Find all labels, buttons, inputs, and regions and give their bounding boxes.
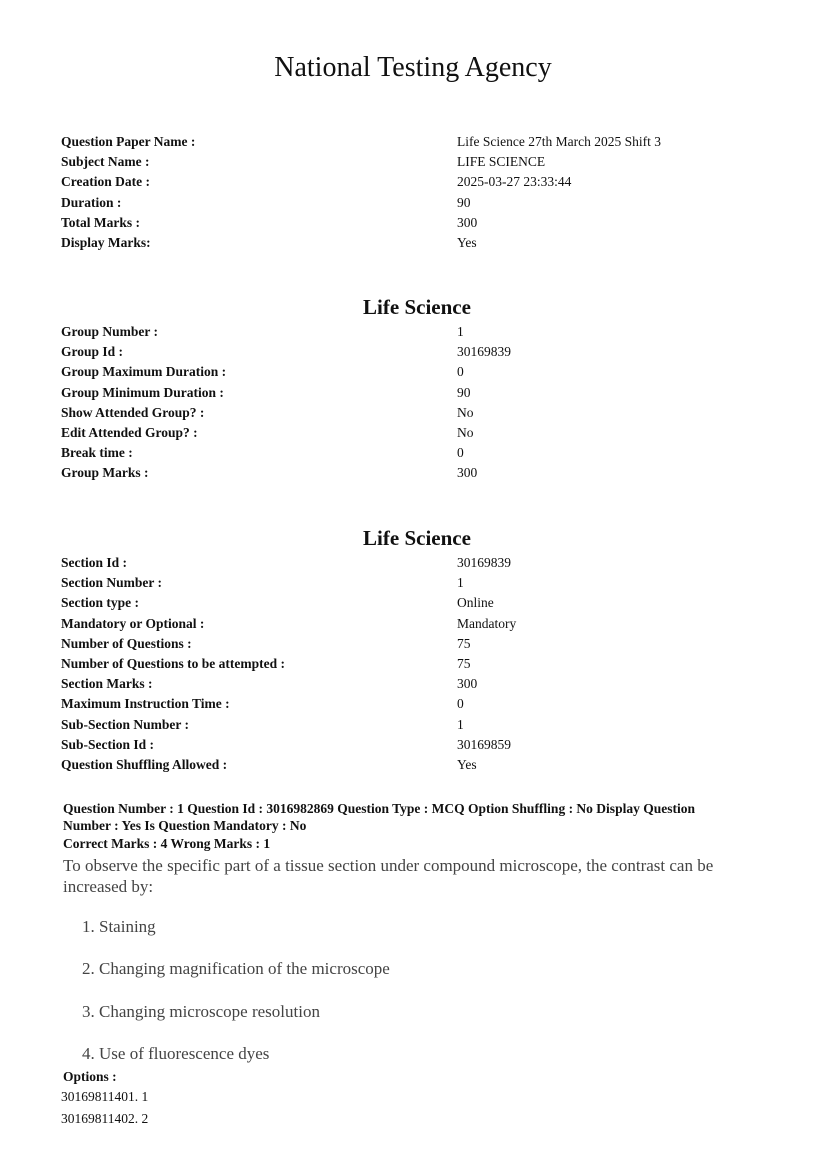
section-info-row	[61, 614, 761, 634]
info-value: 1	[457, 716, 464, 732]
group-info-row	[61, 383, 761, 403]
question-text: To observe the specific part of a tissue section under compound microscope, the contrast can be increased by:	[63, 856, 714, 896]
choice-item: 2. Changing magnification of the microscope	[82, 959, 390, 978]
info-label: Section type :	[61, 595, 139, 611]
info-label: Section Marks :	[61, 676, 153, 692]
info-value: Online	[457, 595, 494, 611]
paper-info-table	[61, 132, 761, 253]
info-value: 30169839	[457, 344, 511, 360]
info-value: 1	[457, 575, 464, 591]
info-label: Group Maximum Duration :	[61, 364, 227, 380]
group-info-row	[61, 443, 761, 463]
info-label: Number of Questions :	[61, 635, 192, 651]
info-label: Section Id :	[61, 555, 128, 571]
section-info-table	[61, 553, 761, 775]
info-label: Section Number :	[61, 575, 162, 591]
group-info-row	[61, 362, 761, 382]
section-info-row	[61, 735, 761, 755]
group-info-row	[61, 403, 761, 423]
paper-info-row	[61, 213, 761, 233]
info-label: Group Id :	[61, 344, 124, 360]
info-label: Edit Attended Group? :	[61, 425, 198, 441]
info-label: Question Shuffling Allowed :	[61, 756, 228, 772]
group-info-row	[61, 423, 761, 443]
question-meta-line: Number : Yes Is Question Mandatory : No	[63, 817, 307, 833]
section-info-row	[61, 755, 761, 775]
info-value: 90	[457, 194, 471, 210]
choice-item: 4. Use of fluorescence dyes	[82, 1044, 270, 1063]
question-meta-line: Question Number : 1 Question Id : 3016982869 Question Type : MCQ Option Shuffling : No Display Question	[63, 801, 695, 816]
info-value: 0	[457, 696, 464, 712]
group-info-row	[61, 342, 761, 362]
info-value: 300	[457, 214, 478, 230]
info-label: Number of Questions to be attempted :	[61, 656, 285, 672]
info-label: Break time :	[61, 445, 133, 461]
info-label: Creation Date :	[61, 174, 150, 190]
group-info-row	[61, 463, 761, 483]
info-label: Sub-Section Id :	[61, 736, 155, 752]
info-label: Maximum Instruction Time :	[61, 696, 230, 712]
section-info-row	[61, 694, 761, 714]
info-value: Mandatory	[457, 615, 517, 631]
info-label: Display Marks:	[61, 235, 151, 251]
choice-item: 1. Staining	[82, 917, 156, 936]
section-info-row	[61, 715, 761, 735]
info-value: Yes	[457, 235, 477, 251]
info-value: Yes	[457, 756, 477, 772]
question-marks: Correct Marks : 4 Wrong Marks : 1	[63, 836, 271, 851]
info-value: 30169839	[457, 555, 511, 571]
paper-info-row	[61, 132, 761, 152]
section-info-row	[61, 634, 761, 654]
info-value: No	[457, 404, 474, 420]
info-value: 2025-03-27 23:33:44	[457, 174, 572, 190]
group-info-table	[61, 322, 761, 484]
section-heading: Life Science	[363, 526, 471, 550]
choice-item: 3. Changing microscope resolution	[82, 1002, 320, 1021]
option-id-line: 30169811402. 2	[61, 1111, 149, 1126]
info-label: Group Number :	[61, 324, 159, 340]
section-info-row	[61, 593, 761, 613]
section-info-row	[61, 553, 761, 573]
info-value: 0	[457, 364, 464, 380]
info-label: Group Minimum Duration :	[61, 384, 224, 400]
info-value: 1	[457, 324, 464, 340]
page-title: National Testing Agency	[274, 52, 552, 83]
info-value: Life Science 27th March 2025 Shift 3	[457, 134, 661, 150]
info-value: 30169859	[457, 736, 511, 752]
paper-info-row	[61, 233, 761, 253]
options-label: Options :	[63, 1069, 117, 1084]
info-label: Show Attended Group? :	[61, 404, 205, 420]
group-info-row	[61, 322, 761, 342]
info-value: 90	[457, 384, 471, 400]
info-label: Question Paper Name :	[61, 134, 196, 150]
group-heading: Life Science	[363, 295, 471, 319]
info-label: Mandatory or Optional :	[61, 615, 205, 631]
paper-info-row	[61, 193, 761, 213]
info-value: 300	[457, 676, 478, 692]
info-label: Duration :	[61, 194, 122, 210]
section-info-row	[61, 654, 761, 674]
info-value: 75	[457, 656, 471, 672]
info-value: No	[457, 425, 474, 441]
section-info-row	[61, 674, 761, 694]
paper-info-row	[61, 172, 761, 192]
info-value: LIFE SCIENCE	[457, 154, 546, 170]
info-label: Group Marks :	[61, 465, 149, 481]
paper-info-row	[61, 152, 761, 172]
info-label: Total Marks :	[61, 214, 141, 230]
option-id-line: 30169811401. 1	[61, 1089, 149, 1104]
info-label: Subject Name :	[61, 154, 150, 170]
info-value: 0	[457, 445, 464, 461]
info-label: Sub-Section Number :	[61, 716, 190, 732]
section-info-row	[61, 573, 761, 593]
info-value: 300	[457, 465, 478, 481]
question-meta	[63, 801, 763, 834]
info-value: 75	[457, 635, 471, 651]
